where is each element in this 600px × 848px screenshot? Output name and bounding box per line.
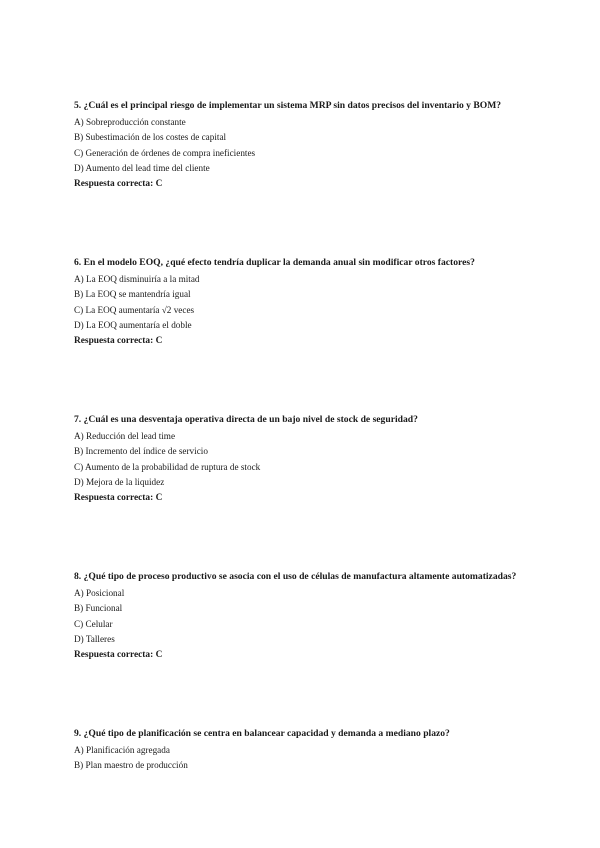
question-8 [74, 571, 544, 661]
correct-answer: Respuesta correcta: C [74, 178, 163, 189]
option-a: A) Posicional [74, 588, 125, 598]
question-title: 6. En el modelo EOQ, ¿qué efecto tendría duplicar la demanda anual sin modificar otros factores? [74, 257, 475, 268]
option-b: B) Subestimación de los costes de capital [74, 132, 227, 143]
option-d: D) Mejora de la liquidez [74, 477, 165, 488]
question-title: 5. ¿Cuál es el principal riesgo de implementar un sistema MRP sin datos precisos del inventario y BOM? [74, 100, 502, 111]
question-9 [74, 728, 544, 775]
option-d: D) La EOQ aumentaría el doble [74, 320, 192, 331]
option-a: A) Sobreproducción constante [74, 117, 186, 127]
correct-answer: Respuesta correcta: C [74, 492, 163, 503]
option-a: A) Planificación agregada [74, 745, 170, 755]
option-c: C) La EOQ aumentaría √2 veces [74, 304, 195, 315]
option-c: C) Celular [74, 618, 113, 629]
correct-answer: Respuesta correcta: C [74, 649, 163, 660]
question-title: 7. ¿Cuál es una desventaja operativa directa de un bajo nivel de stock de seguridad? [74, 414, 418, 425]
option-b: B) Plan maestro de producción [74, 760, 188, 771]
option-b: B) Funcional [74, 603, 123, 614]
question-title: 8. ¿Qué tipo de proceso productivo se asocia con el uso de células de manufactura altamente automatizadas? [74, 571, 517, 582]
option-b: B) La EOQ se mantendría igual [74, 289, 191, 300]
correct-answer: Respuesta correcta: C [74, 335, 163, 346]
question-7 [74, 414, 544, 504]
option-a: A) La EOQ disminuiría a la mitad [74, 274, 200, 284]
option-c: C) Aumento de la probabilidad de ruptura de stock [74, 461, 261, 472]
option-a: A) Reducción del lead time [74, 431, 176, 441]
question-title: 9. ¿Qué tipo de planificación se centra en balancear capacidad y demanda a mediano plazo? [74, 728, 450, 739]
question-5 [74, 100, 544, 190]
question-6 [74, 257, 544, 347]
option-c: C) Generación de órdenes de compra ineficientes [74, 147, 256, 158]
option-d: D) Talleres [74, 634, 115, 645]
option-b: B) Incremento del índice de servicio [74, 446, 208, 457]
option-d: D) Aumento del lead time del cliente [74, 163, 210, 174]
